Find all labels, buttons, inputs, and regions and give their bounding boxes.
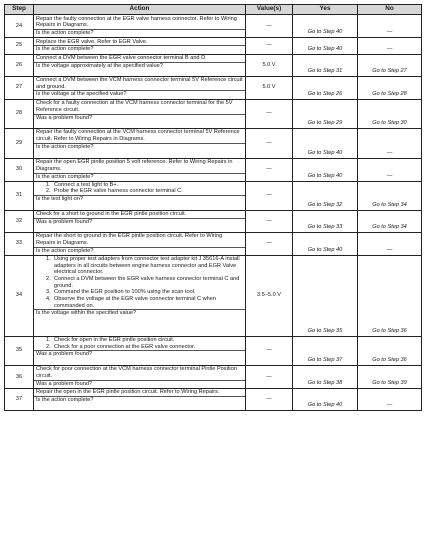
step-number: 37 — [5, 388, 34, 410]
no-cell: — — [358, 128, 422, 158]
step-number: 30 — [5, 158, 34, 181]
yes-cell: Go to Step 40 — [293, 232, 358, 255]
action-cell — [34, 181, 246, 210]
action-question: Is the action complete? — [34, 45, 245, 53]
table-header-row — [5, 5, 422, 15]
yes-cell: Go to Step 40 — [293, 38, 358, 54]
action-question: Was a problem found? — [34, 114, 245, 122]
action-cell — [34, 365, 246, 388]
value-cell: — — [246, 388, 293, 410]
table-body — [5, 15, 422, 411]
action-cell — [34, 38, 246, 54]
step-number: 35 — [5, 336, 34, 365]
table-row — [5, 388, 422, 410]
list-item-text: Check for a poor connection at the EGR valve connector. — [54, 343, 196, 350]
value-cell: — — [246, 336, 293, 365]
no-cell: — — [358, 158, 422, 181]
yes-cell: Go to Step 35 — [293, 255, 358, 336]
table-row — [5, 210, 422, 232]
action-cell — [34, 76, 246, 99]
value-cell: 5.0 V — [246, 76, 293, 99]
step-number: 26 — [5, 54, 34, 76]
action-text: Connect a DVM between the EGR valve connector terminal B and D. — [36, 55, 207, 62]
table-row — [5, 38, 422, 54]
action-text: Replace the EGR valve. Refer to EGR Valve. — [36, 38, 148, 45]
list-item-text: Probe the EGR valve harness connector terminal C. — [54, 188, 183, 195]
no-cell: — — [358, 232, 422, 255]
action-question: Is the voltage approximately at the specified value? — [34, 62, 245, 70]
action-cell — [34, 232, 246, 255]
action-cell — [34, 54, 246, 76]
value-cell: — — [246, 15, 293, 38]
no-cell: — — [358, 388, 422, 410]
action-text: Repair the short to ground in the EGR pintle position circuit. Refer to Wiring Repairs in Diagrams. — [36, 233, 223, 246]
action-text: Check for a faulty connection at the VCM harness connector terminal for the 5V Reference circuit. — [36, 100, 233, 113]
step-number: 24 — [5, 15, 34, 38]
value-cell: — — [246, 365, 293, 388]
table-row — [5, 336, 422, 365]
yes-cell: Go to Step 38 — [293, 365, 358, 388]
list-item-number: 2. — [46, 188, 51, 195]
no-cell: Go to Step 27 — [358, 54, 422, 76]
list-item-text: Command the EGR position to 100% using the scan tool. — [54, 289, 196, 296]
action-question: Is the action complete? — [34, 247, 245, 255]
header-action: Action — [34, 5, 246, 15]
list-item-text: Using proper test adapters from connector test adapter kit J 35616-A install adapters in all circuits between engine harness connector and EGR Valve electrical connector. — [54, 255, 240, 276]
step-number: 29 — [5, 128, 34, 158]
no-cell: Go to Step 36 — [358, 336, 422, 365]
action-numbered-list — [34, 182, 245, 195]
action-list-item — [46, 182, 243, 189]
action-question: Was a problem found? — [34, 350, 245, 358]
action-cell — [34, 128, 246, 158]
list-item-number: 4. — [46, 296, 51, 303]
action-question: Is the test light on? — [34, 195, 245, 203]
action-list-item — [46, 337, 243, 344]
header-yes: Yes — [293, 5, 358, 15]
table-row — [5, 76, 422, 99]
action-text: Repair the open EGR pintle position 5 volt reference. Refer to Wiring Repairs in Diagrams. — [36, 159, 233, 172]
value-cell: — — [246, 158, 293, 181]
no-cell: — — [358, 38, 422, 54]
action-text: Connect a DVM between the VCM harness connector terminal 5V Reference circuit and ground. — [36, 77, 243, 90]
value-cell: — — [246, 232, 293, 255]
action-text: Repair the open in the EGR pintle position circuit. Refer to Wiring Repairs. — [36, 389, 220, 396]
action-numbered-list — [34, 256, 245, 310]
table-row — [5, 255, 422, 336]
table-row — [5, 181, 422, 210]
list-item-number: 2. — [46, 343, 51, 350]
yes-cell: Go to Step 31 — [293, 54, 358, 76]
list-item-text: Connect a test light to B+. — [54, 181, 119, 188]
step-number: 32 — [5, 210, 34, 232]
diagnostic-steps-table — [4, 4, 422, 411]
action-text: Repair the faulty connection at the VCM harness connector terminal 5V Reference circuit. Refer to Wiring Repairs in Diagrams. — [36, 129, 240, 142]
step-number: 27 — [5, 76, 34, 99]
value-cell: — — [246, 181, 293, 210]
yes-cell: Go to Step 40 — [293, 158, 358, 181]
action-question: Is the voltage within the specified value? — [34, 309, 245, 317]
table-row — [5, 54, 422, 76]
value-cell: — — [246, 128, 293, 158]
list-item-text: Check for open in the EGR pintle position circuit. — [54, 336, 175, 343]
action-cell — [34, 255, 246, 336]
step-number: 28 — [5, 99, 34, 128]
no-cell: Go to Step 28 — [358, 76, 422, 99]
yes-cell: Go to Step 26 — [293, 76, 358, 99]
list-item-number: 2. — [46, 275, 51, 282]
no-cell: Go to Step 34 — [358, 181, 422, 210]
yes-cell: Go to Step 37 — [293, 336, 358, 365]
action-cell — [34, 336, 246, 365]
action-cell — [34, 99, 246, 128]
action-cell — [34, 388, 246, 410]
table-row — [5, 158, 422, 181]
no-cell: Go to Step 36 — [358, 255, 422, 336]
list-item-text: Connect a DVM between the EGR valve harness connector terminal C and ground. — [54, 275, 240, 289]
diagnostic-table-page — [4, 4, 421, 553]
table-row — [5, 99, 422, 128]
value-cell: — — [246, 99, 293, 128]
action-list-item — [46, 256, 243, 276]
action-cell — [34, 210, 246, 232]
action-cell — [34, 15, 246, 38]
step-number: 36 — [5, 365, 34, 388]
yes-cell: Go to Step 40 — [293, 128, 358, 158]
no-cell: Go to Step 39 — [358, 365, 422, 388]
action-list-item — [46, 276, 243, 289]
yes-cell: Go to Step 33 — [293, 210, 358, 232]
action-text: Repair the faulty connection at the EGR valve harness connector. Refer to Wiring Repairs in Diagrams. — [36, 15, 237, 29]
yes-cell: Go to Step 40 — [293, 388, 358, 410]
action-question: Was a problem found? — [34, 380, 245, 388]
header-values: Value(s) — [246, 5, 293, 15]
action-question: Is the action complete? — [34, 173, 245, 181]
action-question: Is the action complete? — [34, 143, 245, 151]
table-row — [5, 232, 422, 255]
action-question: Is the voltage at the specified value? — [34, 90, 245, 98]
action-numbered-list — [34, 337, 245, 350]
action-text: Check for a short to ground in the EGR pintle position circuit. — [36, 211, 187, 218]
list-item-number: 1. — [46, 255, 51, 262]
action-question: Is the action complete? — [34, 29, 245, 37]
list-item-number: 3. — [46, 289, 51, 296]
yes-cell: Go to Step 29 — [293, 99, 358, 128]
value-cell: 3.5–5.0 V — [246, 255, 293, 336]
list-item-number: 1. — [46, 181, 51, 188]
header-no: No — [358, 5, 422, 15]
no-cell: — — [358, 15, 422, 38]
header-step: Step — [5, 5, 34, 15]
action-list-item — [46, 296, 243, 309]
value-cell: — — [246, 38, 293, 54]
value-cell: — — [246, 210, 293, 232]
table-row — [5, 128, 422, 158]
action-cell — [34, 158, 246, 181]
action-list-item — [46, 289, 243, 296]
action-question: Is the action complete? — [34, 396, 245, 404]
value-cell: 5.0 V — [246, 54, 293, 76]
no-cell: Go to Step 30 — [358, 99, 422, 128]
step-number: 31 — [5, 181, 34, 210]
action-list-item — [46, 344, 243, 351]
table-row — [5, 365, 422, 388]
table-row — [5, 15, 422, 38]
yes-cell: Go to Step 32 — [293, 181, 358, 210]
list-item-text: Observe the voltage at the EGR valve connector terminal C when commanded on. — [54, 296, 216, 309]
step-number: 25 — [5, 38, 34, 54]
step-number: 33 — [5, 232, 34, 255]
action-text: Check for poor connection at the VCM harness connector terminal Pintle Position circuit. — [36, 366, 237, 380]
list-item-number: 1. — [46, 336, 51, 343]
yes-cell: Go to Step 40 — [293, 15, 358, 38]
step-number: 34 — [5, 255, 34, 336]
no-cell: Go to Step 34 — [358, 210, 422, 232]
action-list-item — [46, 188, 243, 195]
action-question: Was a problem found? — [34, 218, 245, 226]
